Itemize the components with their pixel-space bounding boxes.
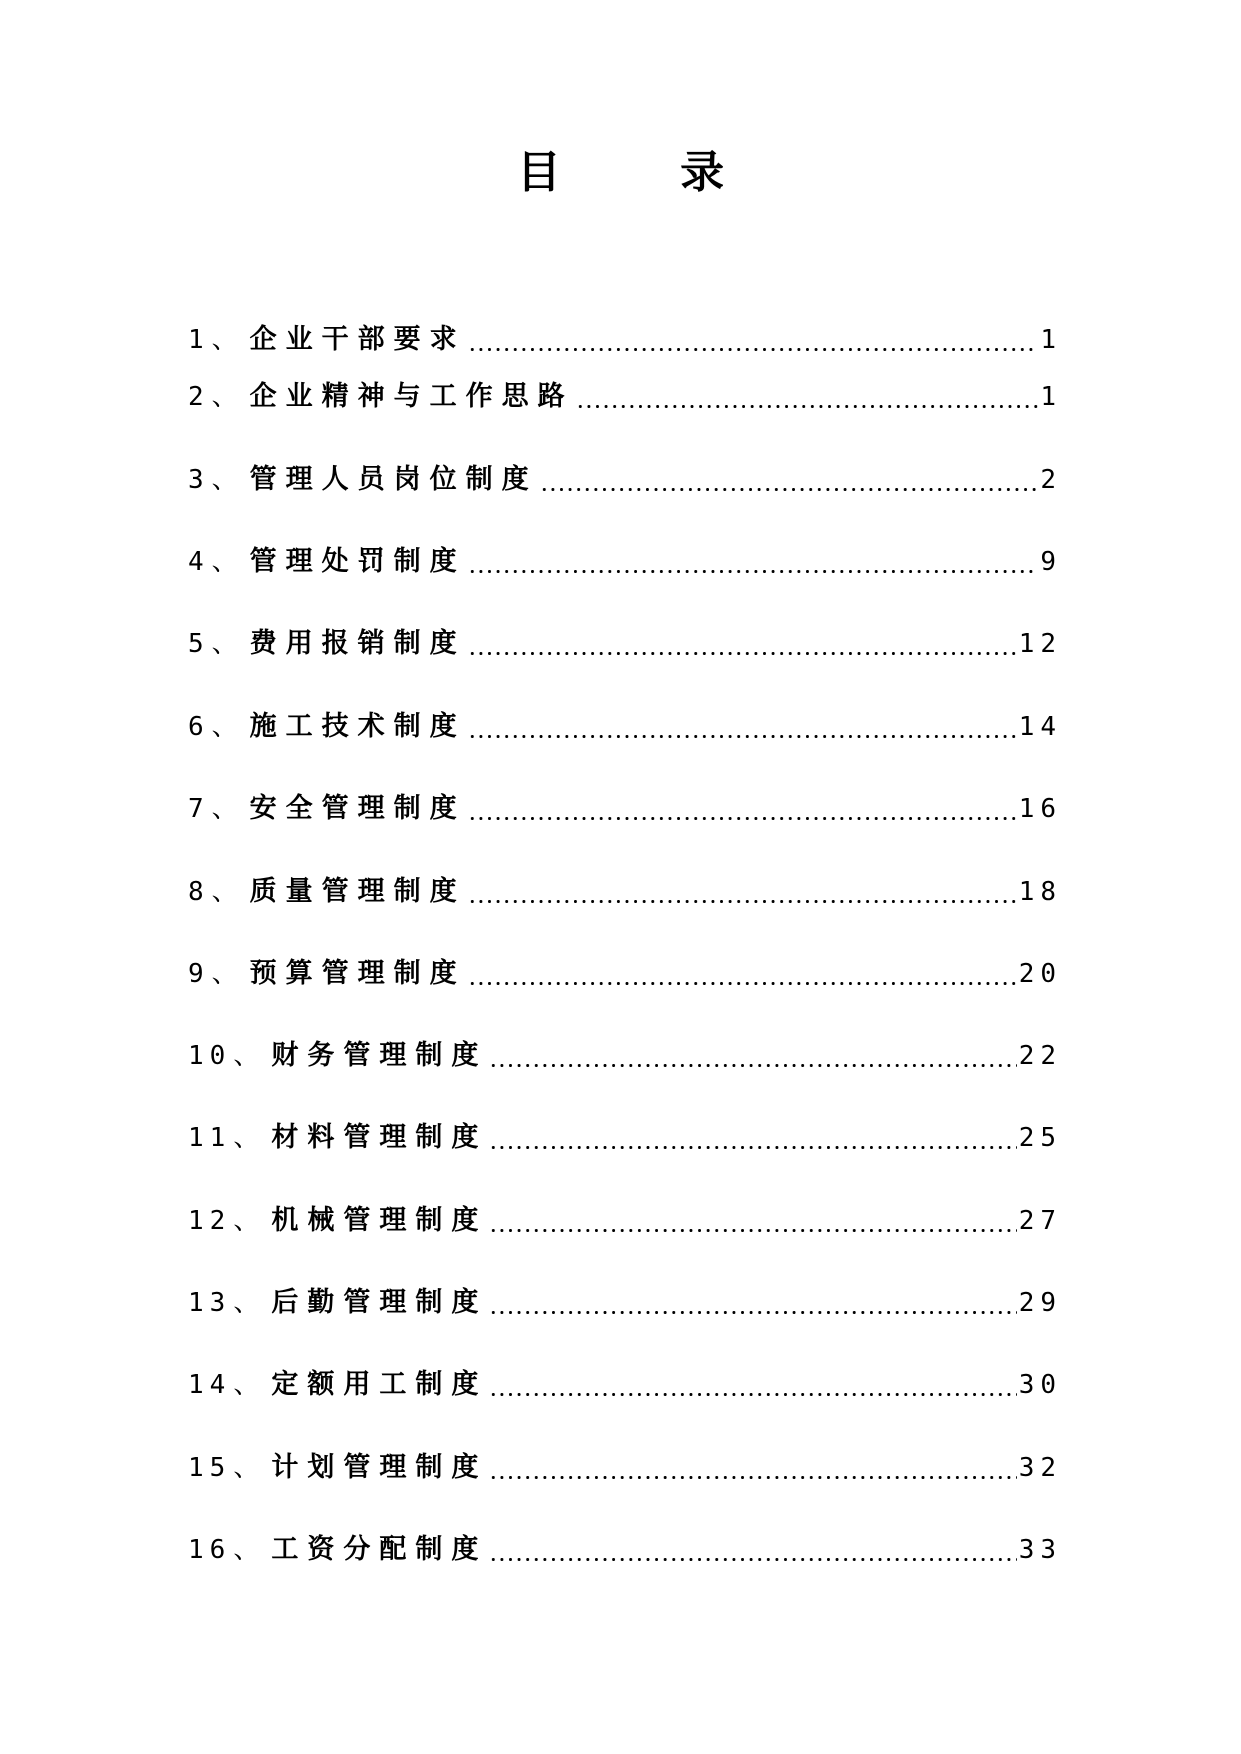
entry-title: 费用报销制度 bbox=[249, 628, 466, 659]
entry-title: 质量管理制度 bbox=[249, 876, 466, 907]
toc-entry-12[interactable] bbox=[188, 1199, 1062, 1243]
toc-entry-9[interactable] bbox=[188, 952, 1062, 996]
dot-leader bbox=[489, 1116, 1016, 1160]
entry-number: 9 bbox=[188, 959, 210, 989]
dot-leader bbox=[489, 1528, 1016, 1572]
entry-number: 6 bbox=[188, 712, 210, 742]
entry-title: 预算管理制度 bbox=[249, 958, 466, 989]
toc-entry-5[interactable] bbox=[188, 622, 1062, 666]
toc-entry-2[interactable] bbox=[188, 375, 1062, 419]
toc-entry-15[interactable] bbox=[188, 1446, 1062, 1490]
dot-leader bbox=[489, 1034, 1016, 1078]
dot-leader bbox=[468, 870, 1017, 914]
toc-entry-10[interactable] bbox=[188, 1034, 1062, 1078]
entry-title: 企业精神与工作思路 bbox=[249, 381, 574, 412]
entry-title: 管理人员岗位制度 bbox=[249, 464, 538, 495]
toc-entry-3[interactable] bbox=[188, 458, 1062, 502]
entry-page-number: 12 bbox=[1018, 629, 1062, 659]
entry-page-number: 22 bbox=[1018, 1041, 1062, 1071]
entry-page-number: 18 bbox=[1018, 877, 1062, 907]
entry-page-number: 1 bbox=[1040, 325, 1062, 355]
entry-title: 机械管理制度 bbox=[271, 1205, 488, 1236]
entry-number: 5 bbox=[188, 629, 210, 659]
entry-number: 8 bbox=[188, 877, 210, 907]
dot-leader bbox=[489, 1199, 1016, 1243]
entry-separator: 、 bbox=[211, 382, 238, 412]
entry-separator: 、 bbox=[211, 959, 238, 989]
entry-title: 工资分配制度 bbox=[271, 1534, 488, 1565]
entry-separator: 、 bbox=[211, 877, 238, 907]
entry-separator: 、 bbox=[233, 1370, 260, 1400]
entry-title: 施工技术制度 bbox=[249, 711, 466, 742]
entry-separator: 、 bbox=[211, 712, 238, 742]
dot-leader bbox=[489, 1446, 1016, 1490]
entry-page-number: 14 bbox=[1018, 712, 1062, 742]
entry-number: 10 bbox=[188, 1041, 232, 1071]
dot-leader bbox=[468, 705, 1017, 749]
dot-leader bbox=[540, 458, 1039, 502]
entry-number: 15 bbox=[188, 1453, 232, 1483]
entry-separator: 、 bbox=[211, 794, 238, 824]
entry-number: 13 bbox=[188, 1288, 232, 1318]
entry-number: 7 bbox=[188, 794, 210, 824]
entry-page-number: 20 bbox=[1018, 959, 1062, 989]
dot-leader bbox=[468, 318, 1039, 362]
entry-title: 后勤管理制度 bbox=[271, 1287, 488, 1318]
dot-leader bbox=[576, 375, 1039, 419]
entry-separator: 、 bbox=[233, 1453, 260, 1483]
entry-title: 材料管理制度 bbox=[271, 1122, 488, 1153]
page-title: 目 录 bbox=[516, 147, 777, 198]
entry-page-number: 16 bbox=[1018, 794, 1062, 824]
entry-title: 企业干部要求 bbox=[249, 324, 466, 355]
toc-entry-14[interactable] bbox=[188, 1363, 1062, 1407]
toc-entry-7[interactable] bbox=[188, 787, 1062, 831]
entry-number: 14 bbox=[188, 1370, 232, 1400]
entry-page-number: 25 bbox=[1018, 1123, 1062, 1153]
entry-number: 4 bbox=[188, 547, 210, 577]
toc-entry-8[interactable] bbox=[188, 870, 1062, 914]
dot-leader bbox=[468, 540, 1039, 584]
entry-number: 1 bbox=[188, 325, 210, 355]
entry-page-number: 2 bbox=[1040, 465, 1062, 495]
dot-leader bbox=[468, 952, 1017, 996]
entry-title: 计划管理制度 bbox=[271, 1452, 488, 1483]
entry-number: 3 bbox=[188, 465, 210, 495]
toc-entry-1[interactable] bbox=[188, 318, 1062, 362]
entry-separator: 、 bbox=[233, 1535, 260, 1565]
entry-title: 安全管理制度 bbox=[249, 793, 466, 824]
toc-entry-11[interactable] bbox=[188, 1116, 1062, 1160]
entry-number: 12 bbox=[188, 1206, 232, 1236]
dot-leader bbox=[468, 787, 1017, 831]
entry-number: 11 bbox=[188, 1123, 232, 1153]
toc-entry-16[interactable] bbox=[188, 1528, 1062, 1572]
entry-separator: 、 bbox=[211, 629, 238, 659]
entry-page-number: 27 bbox=[1018, 1206, 1062, 1236]
entry-page-number: 1 bbox=[1040, 382, 1062, 412]
entry-separator: 、 bbox=[233, 1206, 260, 1236]
entry-separator: 、 bbox=[211, 547, 238, 577]
dot-leader bbox=[489, 1281, 1016, 1325]
entry-number: 16 bbox=[188, 1535, 232, 1565]
entry-separator: 、 bbox=[233, 1288, 260, 1318]
entry-page-number: 33 bbox=[1018, 1535, 1062, 1565]
entry-title: 财务管理制度 bbox=[271, 1040, 488, 1071]
entry-page-number: 32 bbox=[1018, 1453, 1062, 1483]
entry-separator: 、 bbox=[233, 1041, 260, 1071]
entry-title: 定额用工制度 bbox=[271, 1369, 488, 1400]
entry-page-number: 30 bbox=[1018, 1370, 1062, 1400]
toc-entry-13[interactable] bbox=[188, 1281, 1062, 1325]
toc-entry-6[interactable] bbox=[188, 705, 1062, 749]
entry-page-number: 29 bbox=[1018, 1288, 1062, 1318]
entry-title: 管理处罚制度 bbox=[249, 546, 466, 577]
dot-leader bbox=[489, 1363, 1016, 1407]
entry-separator: 、 bbox=[211, 465, 238, 495]
entry-page-number: 9 bbox=[1040, 547, 1062, 577]
entry-separator: 、 bbox=[233, 1123, 260, 1153]
dot-leader bbox=[468, 622, 1017, 666]
entry-number: 2 bbox=[188, 382, 210, 412]
entry-separator: 、 bbox=[211, 325, 238, 355]
toc-entry-4[interactable] bbox=[188, 540, 1062, 584]
